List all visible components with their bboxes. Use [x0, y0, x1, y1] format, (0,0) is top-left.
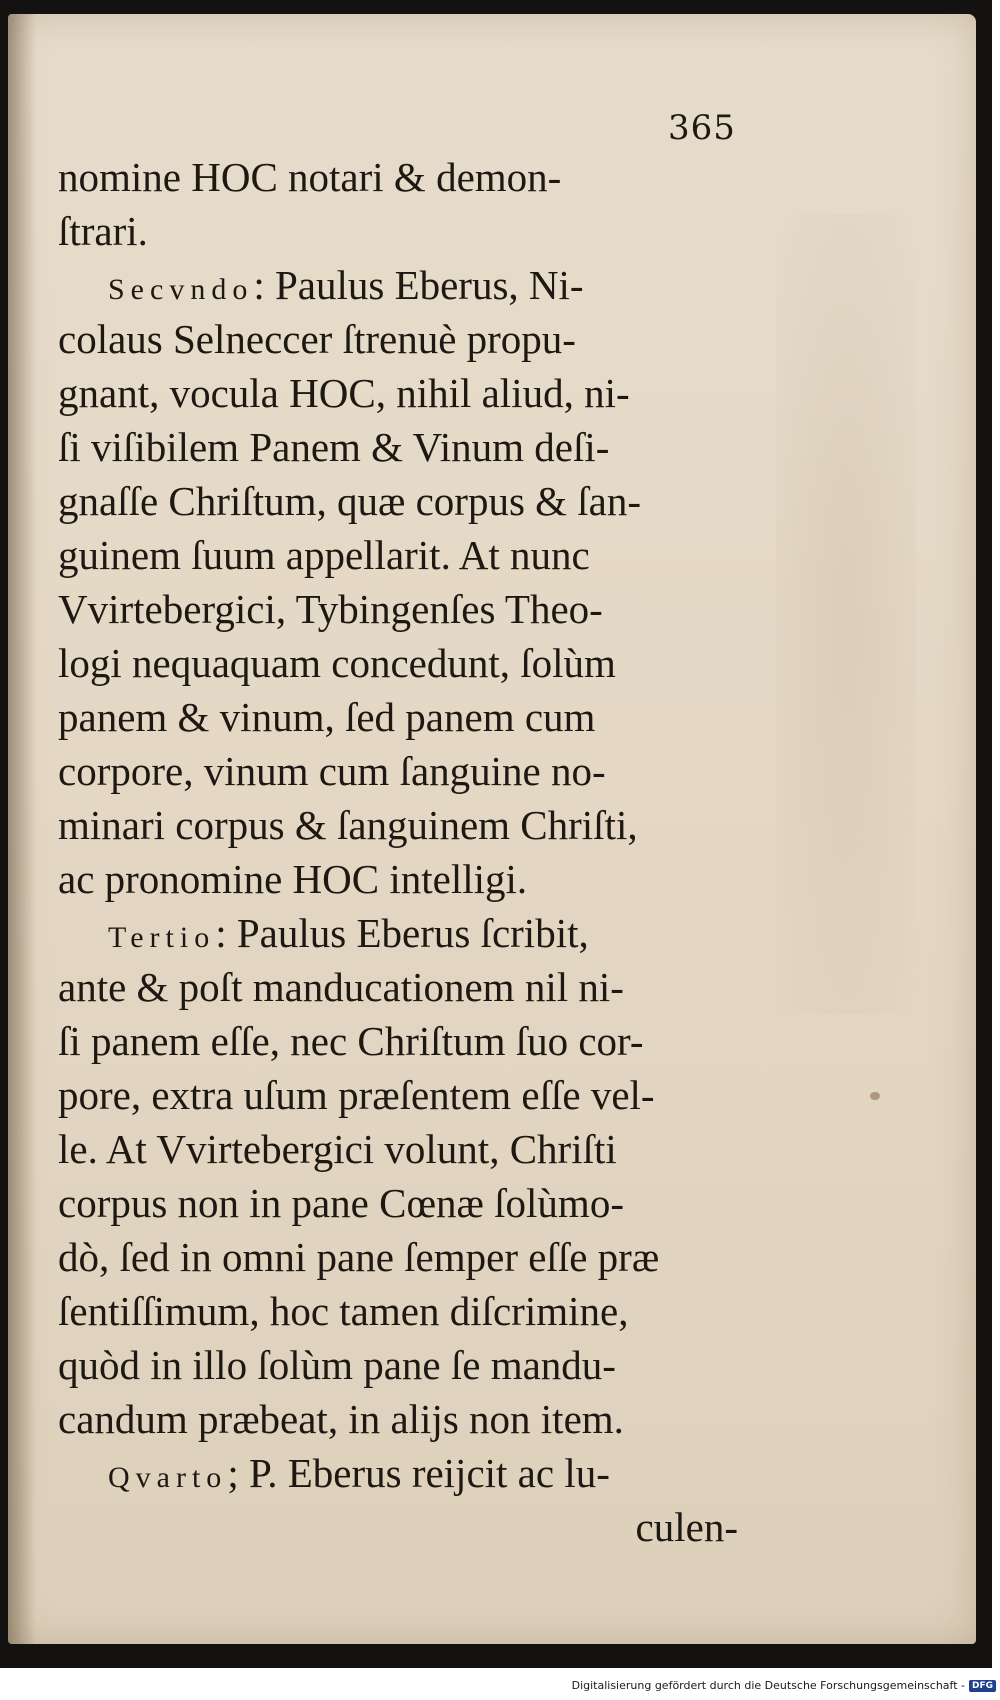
text-line: minari corpus & ſanguinem Chriſti, — [58, 802, 638, 848]
book-page — [8, 14, 976, 1644]
line-text: : Paulus Eberus ſcribit, — [215, 910, 589, 956]
text-line: candum præbeat, in alijs non item. — [58, 1396, 624, 1442]
text-line: corpore, vinum cum ſanguine no- — [58, 748, 606, 794]
paragraph-first-line — [58, 1446, 738, 1500]
text-line: Vvirtebergici, Tybingenſes Theo- — [58, 586, 603, 632]
page-number: 365 — [668, 108, 736, 148]
text-line: pore, extra uſum præſentem eſſe vel- — [58, 1072, 655, 1118]
text-line: dò, ſed in omni pane ſemper eſſe præ — [58, 1234, 660, 1280]
body-text — [58, 150, 738, 1554]
text-line: corpus non in pane Cœnæ ſolùmo- — [58, 1180, 624, 1226]
small-caps-lead: Tertio — [108, 921, 216, 954]
small-caps-lead: Secvndo — [108, 273, 254, 306]
catchword: culen- — [635, 1504, 738, 1550]
text-line: gnaſſe Chriſtum, quæ corpus & ſan- — [58, 478, 642, 524]
text-line: ac pronomine HOC intelligi. — [58, 856, 528, 902]
text-line: ſentiſſimum, hoc tamen diſcrimine, — [58, 1288, 629, 1334]
footer-text: Digitalisierung gefördert durch die Deutsche Forschungsgemeinschaft - — [571, 1679, 965, 1692]
page-gutter-shadow — [8, 14, 36, 1644]
paper-stain — [870, 1092, 880, 1100]
text-line: logi nequaquam concedunt, ſolùm — [58, 640, 616, 686]
paragraph-first-line — [58, 258, 738, 312]
paragraph-first-line — [58, 906, 738, 960]
line-text: : Paulus Eberus, Ni- — [253, 262, 584, 308]
small-caps-lead: Qvarto — [108, 1461, 228, 1494]
show-through-ink — [776, 214, 916, 1014]
text-line: ſi panem eſſe, nec Chriſtum ſuo cor- — [58, 1018, 644, 1064]
text-line: guinem ſuum appellarit. At nunc — [58, 532, 590, 578]
text-line: quòd in illo ſolùm pane ſe mandu- — [58, 1342, 616, 1388]
dfg-logo: DFG — [969, 1680, 996, 1692]
text-line: colaus Selneccer ſtrenuè propu- — [58, 316, 576, 362]
line-text: ; P. Eberus reijcit ac lu- — [227, 1450, 610, 1496]
text-line: ſi viſibilem Panem & Vinum deſi- — [58, 424, 610, 470]
text-line: le. At Vvirtebergici volunt, Chriſti — [58, 1126, 617, 1172]
text-line: panem & vinum, ſed panem cum — [58, 694, 596, 740]
text-line: ſtrari. — [58, 208, 148, 254]
text-line: gnant, vocula HOC, nihil aliud, ni- — [58, 370, 630, 416]
digitization-footer — [572, 1679, 996, 1692]
text-line: nomine HOC notari & demon- — [58, 154, 562, 200]
text-line: ante & poſt manducationem nil ni- — [58, 964, 624, 1010]
